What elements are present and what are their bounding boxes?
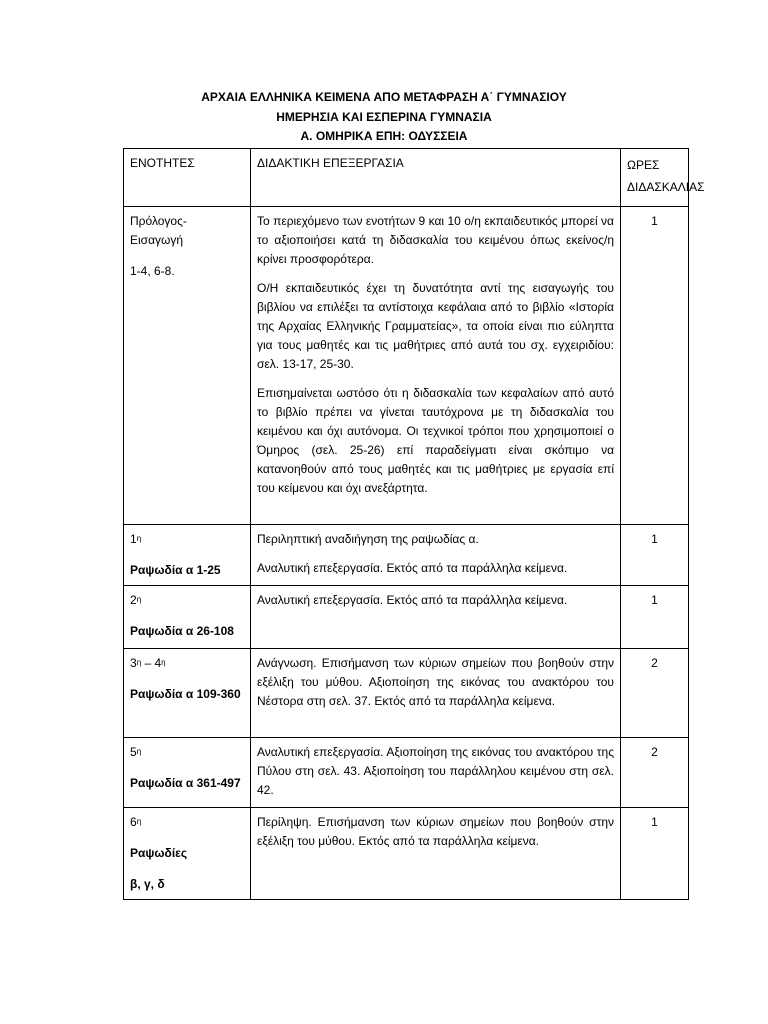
processing-cell xyxy=(251,207,621,525)
unit-range: Ραψωδία α 26-108 xyxy=(130,624,234,638)
table-row xyxy=(124,525,689,586)
processing-paragraph: Αναλυτική επεξεργασία. Αξιοποίηση της εικόνας του ανακτόρου της Πύλου στη σελ. 43. Αξιοποίηση του παράλληλου κειμένου στη σελ. 42. xyxy=(257,745,614,797)
unit-cell xyxy=(124,207,251,525)
table-row xyxy=(124,586,689,649)
unit-cell xyxy=(124,808,251,900)
processing-paragraph: Το περιεχόμενο των ενοτήτων 9 και 10 ο/η εκπαιδευτικός μπορεί να το αξιοποιήσει κατά τη διδασκαλία του κειμένου όπως εκείνος/η κρίνει προσφορότερα. xyxy=(257,214,614,266)
unit-range: 1-4, 6-8. xyxy=(130,264,175,278)
unit-number: $3^\eta - 4^\eta$ xyxy=(130,656,166,670)
header-hours-line1: ΩΡΕΣ xyxy=(627,158,660,172)
hours-cell: 1 xyxy=(621,586,689,649)
processing-paragraph: Ο/Η εκπαιδευτικός έχει τη δυνατότητα αντί της εισαγωγής του βιβλίου να επιλέξει τα αντίστοιχα κεφάλαια από το βιβλίο «Ιστορία της Αρχαίας Ελληνικής Γραμματείας», τα οποία είναι πιο εύληπτα για τους μαθητές και τις μαθήτριες από αυτά του σχ. εγχειριδίου: σελ. 13-17, 25-30. xyxy=(257,281,614,371)
unit-range: Ραψωδία α 1-25 xyxy=(130,563,221,577)
processing-paragraph: Περιληπτική αναδιήγηση της ραψωδίας α. xyxy=(257,532,479,546)
heading-course-title: ΑΡΧΑΙΑ ΕΛΛΗΝΙΚΑ ΚΕΙΜΕΝΑ ΑΠΟ ΜΕΤΑΦΡΑΣΗ Α΄ ΓΥΜΝΑΣΙΟΥ xyxy=(201,90,567,104)
hours-cell: 2 xyxy=(621,649,689,738)
processing-paragraph: Επισημαίνεται ωστόσο ότι η διδασκαλία των κεφαλαίων από αυτό το βιβλίο πρέπει να γίνεται ταυτόχρονα με τη διδασκαλία του κειμένου και όχι αυτόνομα. Οι τεχνικοί τρόποι που χρησιμοποιεί ο Όμηρος (σελ. 25-26) επί παραδείγματι είναι σκόπιμο να κατανοηθούν από τους μαθητές και τις μαθήτριες με εργασία επί του κείμενου και όχι ανεξάρτητα. xyxy=(257,386,614,495)
header-hours-line2: ΔΙΔΑΣΚΑΛΙΑΣ xyxy=(627,180,705,194)
unit-label-line1: Πρόλογος- xyxy=(130,214,187,228)
curriculum-table xyxy=(123,148,705,900)
unit-cell xyxy=(124,525,251,586)
hours-cell: 1 xyxy=(621,808,689,900)
processing-cell xyxy=(251,525,621,586)
hours-cell: 1 xyxy=(621,207,689,525)
processing-paragraph: Ανάγνωση. Επισήμανση των κύριων σημείων που βοηθούν στην εξέλιξη του μύθου. Αξιοποίηση της εικόνας του ανακτόρου του Νέστορα στη σελ. 37. Εκτός από τα παράλληλα κείμενα. xyxy=(257,656,614,708)
unit-number: $1^\eta$ xyxy=(130,532,142,546)
hours-cell: 2 xyxy=(621,738,689,808)
table-row xyxy=(124,207,689,525)
processing-paragraph: Περίληψη. Επισήμανση των κύριων σημείων που βοηθούν στην εξέλιξη του μύθου. Εκτός από τα παράλληλα κείμενα. xyxy=(257,815,614,848)
unit-number: $5^\eta$ xyxy=(130,745,142,759)
table-header-row xyxy=(124,149,689,207)
processing-cell xyxy=(251,649,621,738)
heading-section-title: Α. ΟΜΗΡΙΚΑ ΕΠΗ: ΟΔΥΣΣΕΙΑ xyxy=(300,129,468,143)
hours-cell: 1 xyxy=(621,525,689,586)
unit-range: Ραψωδία α 361-497 xyxy=(130,776,241,790)
unit-number: $2^\eta$ xyxy=(130,593,142,607)
processing-cell xyxy=(251,738,621,808)
header-hours xyxy=(621,149,705,207)
processing-paragraph: Αναλυτική επεξεργασία. Εκτός από τα παράλληλα κείμενα. xyxy=(257,593,568,607)
table-row xyxy=(124,808,689,900)
processing-cell xyxy=(251,808,621,900)
unit-cell xyxy=(124,738,251,808)
unit-range: β, γ, δ xyxy=(130,877,165,891)
table-row xyxy=(124,649,689,738)
table-row xyxy=(124,738,689,808)
unit-label-line2: Εισαγωγή xyxy=(130,233,184,247)
processing-cell xyxy=(251,586,621,649)
unit-range: Ραψωδία α 109-360 xyxy=(130,687,241,701)
processing-paragraph: Αναλυτική επεξεργασία. Εκτός από τα παράλληλα κείμενα. xyxy=(257,561,568,575)
document-heading xyxy=(0,88,768,147)
header-processing: ΔΙΔΑΚΤΙΚΗ ΕΠΕΞΕΡΓΑΣΙΑ xyxy=(251,149,621,207)
unit-cell xyxy=(124,649,251,738)
unit-cell xyxy=(124,586,251,649)
unit-number: $6^\eta$ xyxy=(130,815,142,829)
heading-school-type: ΗΜΕΡΗΣΙΑ ΚΑΙ ΕΣΠΕΡΙΝΑ ΓΥΜΝΑΣΙΑ xyxy=(276,109,492,124)
header-units: ΕΝΟΤΗΤΕΣ xyxy=(124,149,251,207)
unit-label-line2: Ραψωδίες xyxy=(130,846,188,860)
